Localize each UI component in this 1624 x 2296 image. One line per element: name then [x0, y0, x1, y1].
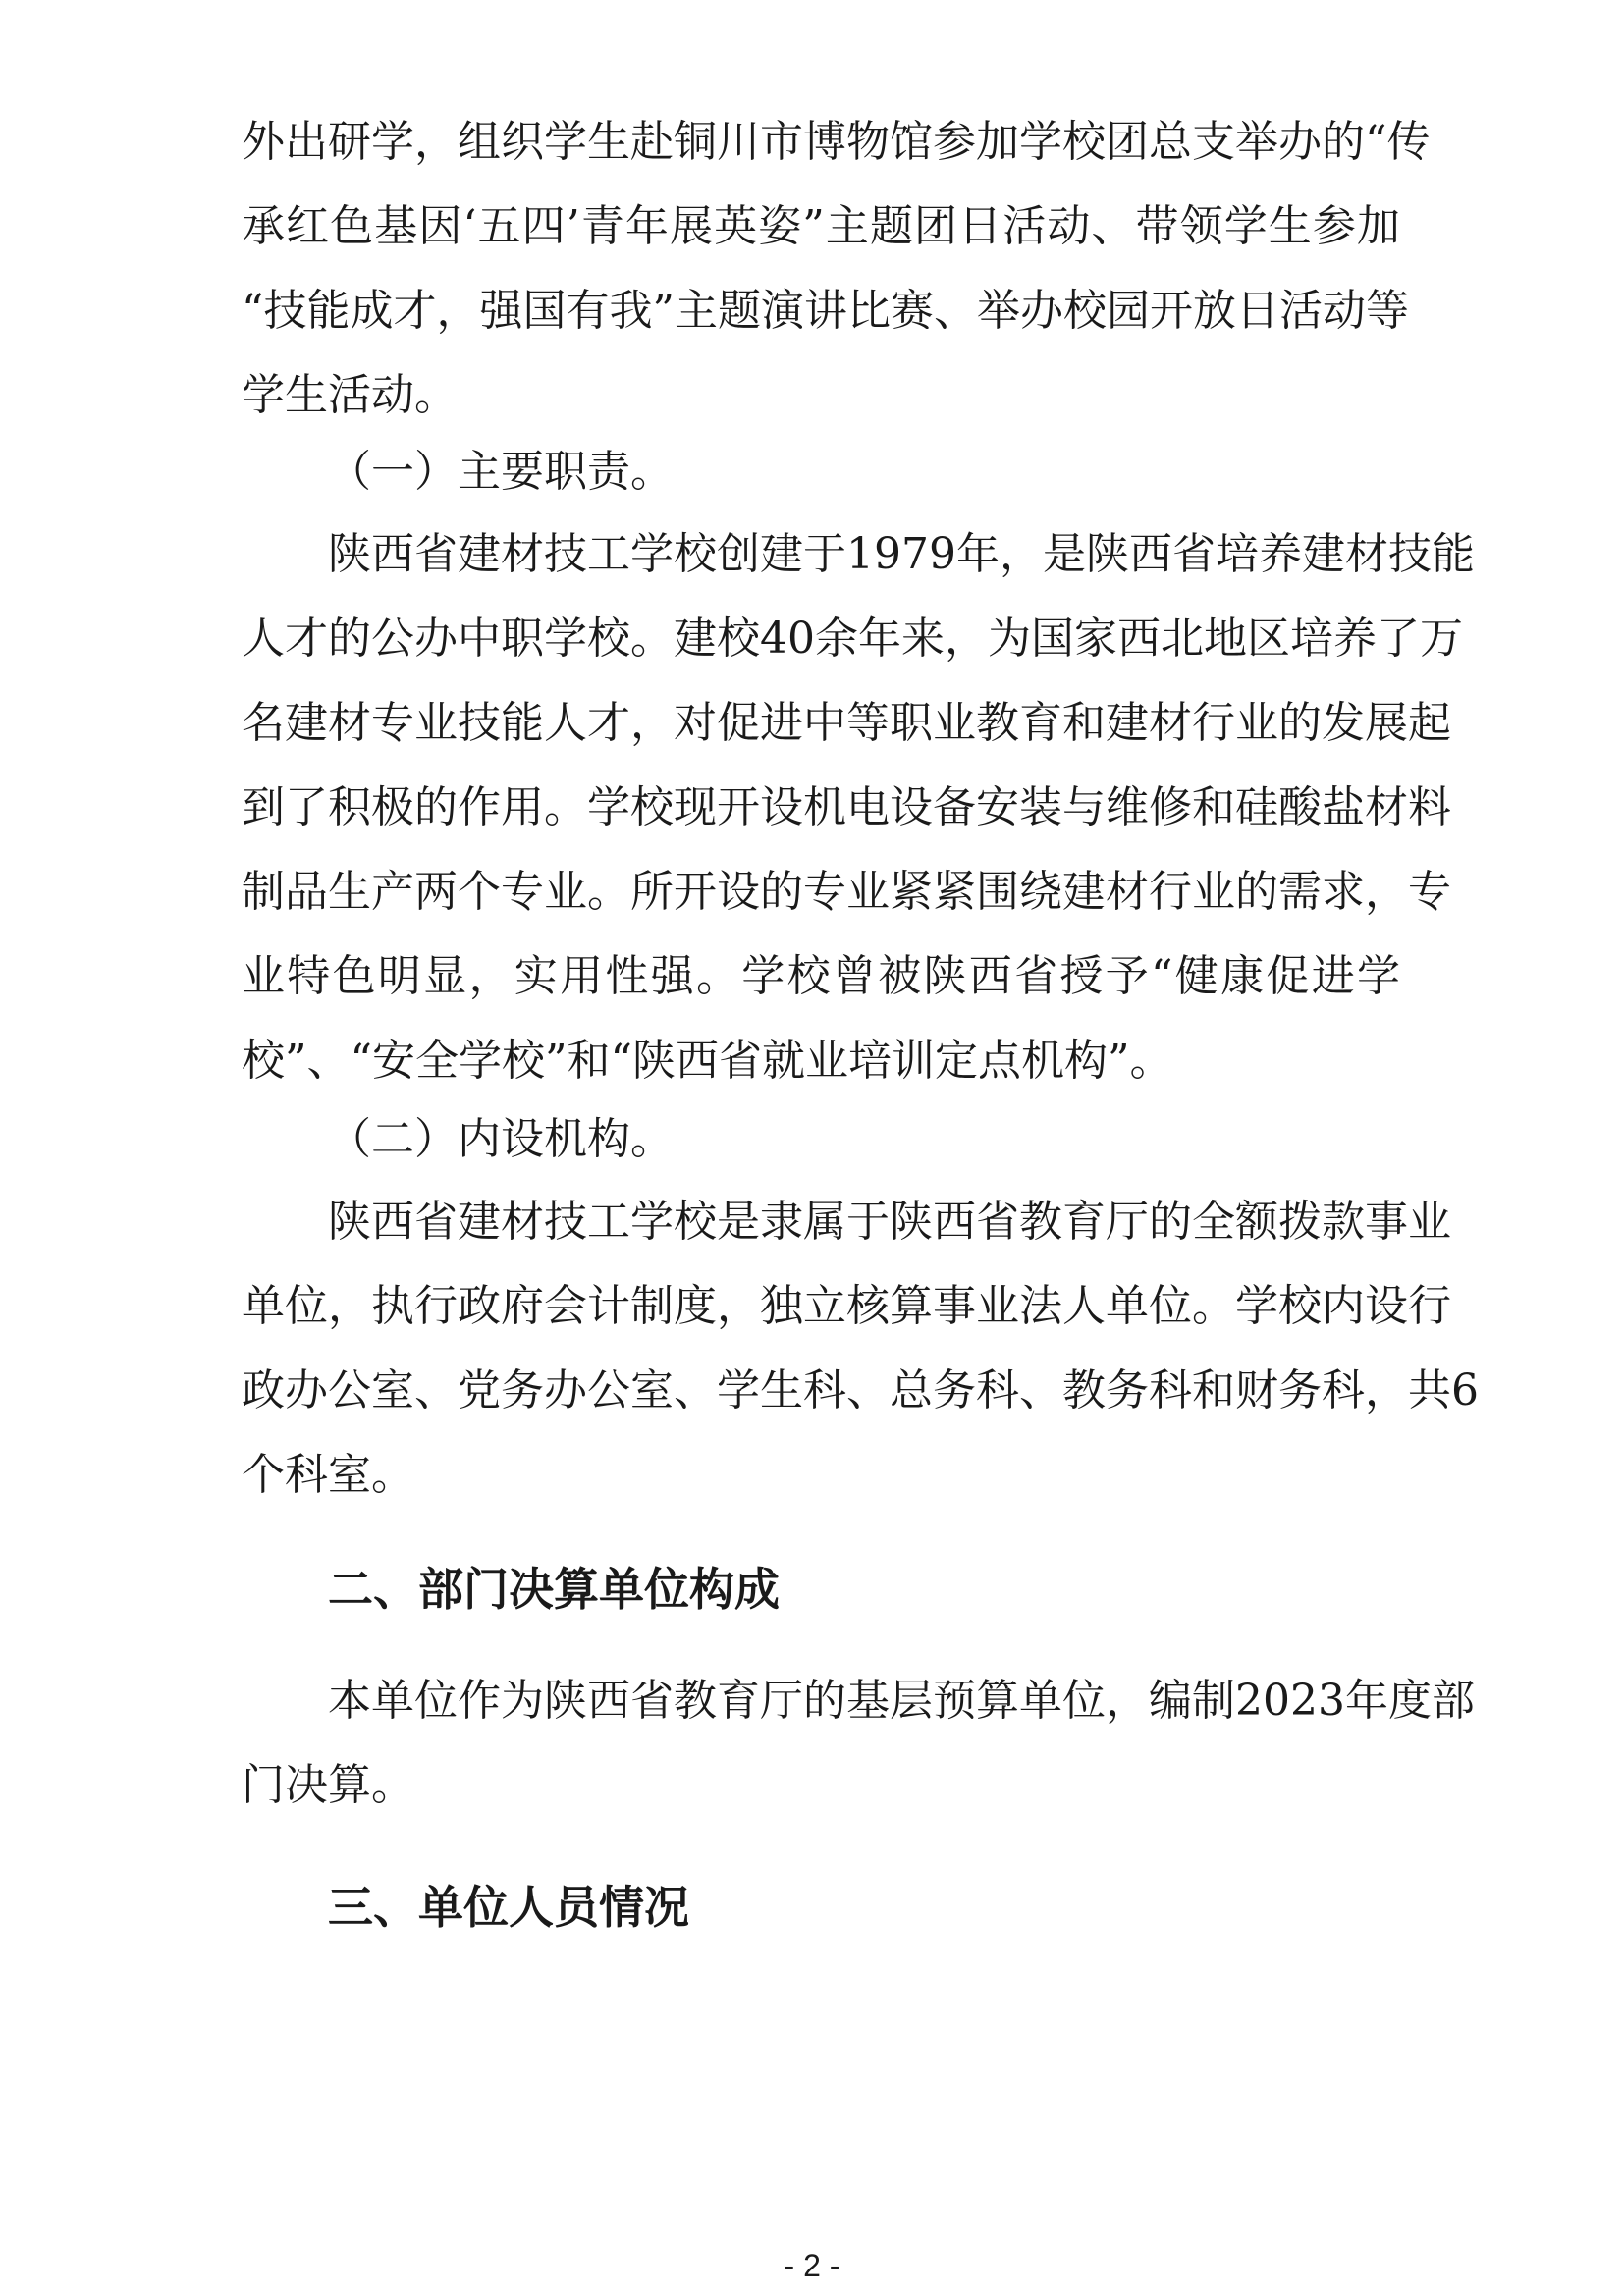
paragraph-line: 陕西省建材技工学校创建于1979年，是陕西省培养建材技能	[328, 529, 1475, 579]
section-staff-situation	[242, 1863, 1400, 1951]
section-heading: 三、单位人员情况	[328, 1881, 689, 1934]
paragraph-line: 个科室。	[242, 1450, 414, 1500]
paragraph-line: 门决算。	[242, 1760, 414, 1810]
main-duties-paragraph	[242, 512, 1475, 1103]
paragraph-line: 人才的公办中职学校。建校40余年来，为国家西北地区培养了万	[242, 614, 1463, 664]
paragraph-line: 学生活动。	[242, 370, 458, 420]
subsection-internal-structure	[242, 1097, 1400, 1182]
paragraph-line: 名建材专业技能人才，对促进中等职业教育和建材行业的发展起	[242, 698, 1451, 748]
paragraph-line: “技能成才，强国有我”主题演讲比赛、举办校园开放日活动等	[242, 286, 1409, 336]
paragraph-line: 校”、“安全学校”和“陕西省就业培训定点机构”。	[242, 1036, 1173, 1086]
subsection-heading: （二）内设机构。	[328, 1114, 674, 1164]
unit-composition-paragraph	[242, 1659, 1475, 1828]
paragraph-line: 政办公室、党务办公室、学生科、总务科、教务科和财务科，共6	[242, 1365, 1479, 1415]
section-unit-composition	[242, 1545, 1400, 1633]
paragraph-line: 单位，执行政府会计制度，独立核算事业法人单位。学校内设行	[242, 1281, 1451, 1331]
subsection-main-duties	[242, 430, 1400, 514]
paragraph-line: 陕西省建材技工学校是隶属于陕西省教育厅的全额拨款事业	[328, 1197, 1451, 1247]
paragraph-line: 外出研学，组织学生赴铜川市博物馆参加学校团总支举办的“传	[242, 117, 1431, 167]
paragraph-line: 承红色基因‘五四’青年展英姿”主题团日活动、带领学生参加	[242, 201, 1400, 251]
internal-structure-paragraph	[242, 1180, 1479, 1518]
section-heading: 二、部门决算单位构成	[328, 1563, 780, 1616]
paragraph-line: 制品生产两个专业。所开设的专业紧紧围绕建材行业的需求，专	[242, 867, 1451, 917]
paragraph-line: 业特色明显，实用性强。学校曾被陕西省授予“健康促进学	[242, 951, 1400, 1001]
intro-paragraph	[242, 100, 1431, 438]
paragraph-line: 本单位作为陕西省教育厅的基层预算单位，编制2023年度部	[328, 1676, 1475, 1726]
paragraph-line: 到了积极的作用。学校现开设机电设备安装与维修和硅酸盐材料	[242, 782, 1451, 832]
subsection-heading: （一）主要职责。	[328, 447, 674, 497]
page-number: - 2 -	[784, 2248, 840, 2283]
